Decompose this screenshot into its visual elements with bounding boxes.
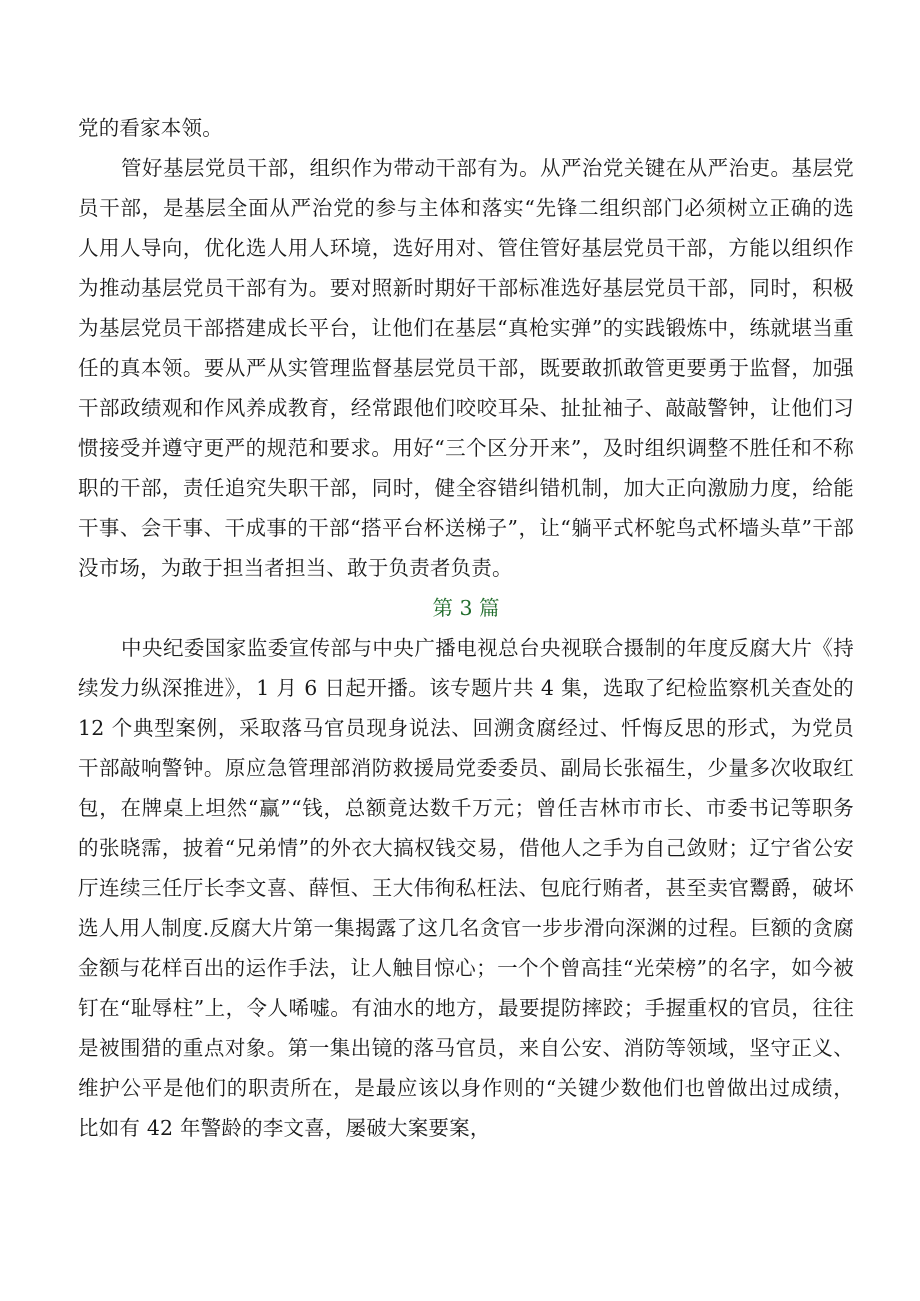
paragraph-continued: 党的看家本领。 [78,116,223,140]
section-heading: 第 3 篇 [432,596,500,620]
paragraph-cadre-management: 管好基层党员干部，组织作为带动干部有为。从严治党关键在从严治吏。基层党员干部，是基层全面从严治党的参与主体和落实“先锋二组织部门必须树立正确的选人用人导向，优化选人用人环境，选好用对、管住管好基层党员干部，方能以组织作为推动基层党员干部有为。要对照新时期好干部标准选好基层党员干部，同时，积极为基层党员干部搭建成长平台，让他们在基层“真枪实弹”的实践锻炼中，练就堪当重任的真本领。要从严从实管理监督基层党员干部，既要敢抓敢管更要勇于监督，加强干部政绩观和作风养成教育，经常跟他们咬咬耳朵、扯扯袖子、敲敲警钟，让他们习惯接受并遵守更严的规范和要求。用好“三个区分开来”，及时组织调整不胜任和不称职的干部，责任追究失职干部，同时，健全容错纠错机制，加大正向激励力度，给能干事、会干事、干成事的干部“搭平台杯送梯子”，让“躺平式杯鸵鸟式杯墙头草”干部没市场，为敢于担当者担当、敢于负责者负责。 [78,156,854,580]
paragraph-anticorruption-film: 中央纪委国家监委宣传部与中央广播电视总台央视联合摄制的年度反腐大片《持续发力纵深推进》，1 月 6 日起开播。该专题片共 4 集，选取了纪检监察机关查处的 12 个典型案例，采取落马官员现身说法、回溯贪腐经过、忏悔反思的形式，为党员干部敲响警钟。原应急管理部消防救援局党委委员、副局长张福生，少量多次收取红包，在牌桌上坦然“赢”“钱，总额竟达数千万元；曾任吉林市市长、市委书记等职务的张晓霈，披着“兄弟情”的外衣大搞权钱交易，借他人之手为自己敛财；辽宁省公安厅连续三任厅长李文喜、薛恒、王大伟徇私枉法、包庇行贿者，甚至卖官鬻爵，破坏选人用人制度.反腐大片第一集揭露了这几名贪官一步步滑向深渊的过程。巨额的贪腐金额与花样百出的运作手法，让人触目惊心；一个个曾高挂“光荣榜”的名字，如今被钉在“耻辱柱”上，令人唏嘘。有油水的地方，最要提防摔跤；手握重权的官员，往往是被围猎的重点对象。第一集出镜的落马官员，来自公安、消防等领域，坚守正义、维护公平是他们的职责所在，是最应该以身作则的“关键少数他们也曾做出过成绩，比如有 42 年警龄的李文喜，屡破大案要案， [78,636,854,1140]
document-page [78,108,854,1148]
